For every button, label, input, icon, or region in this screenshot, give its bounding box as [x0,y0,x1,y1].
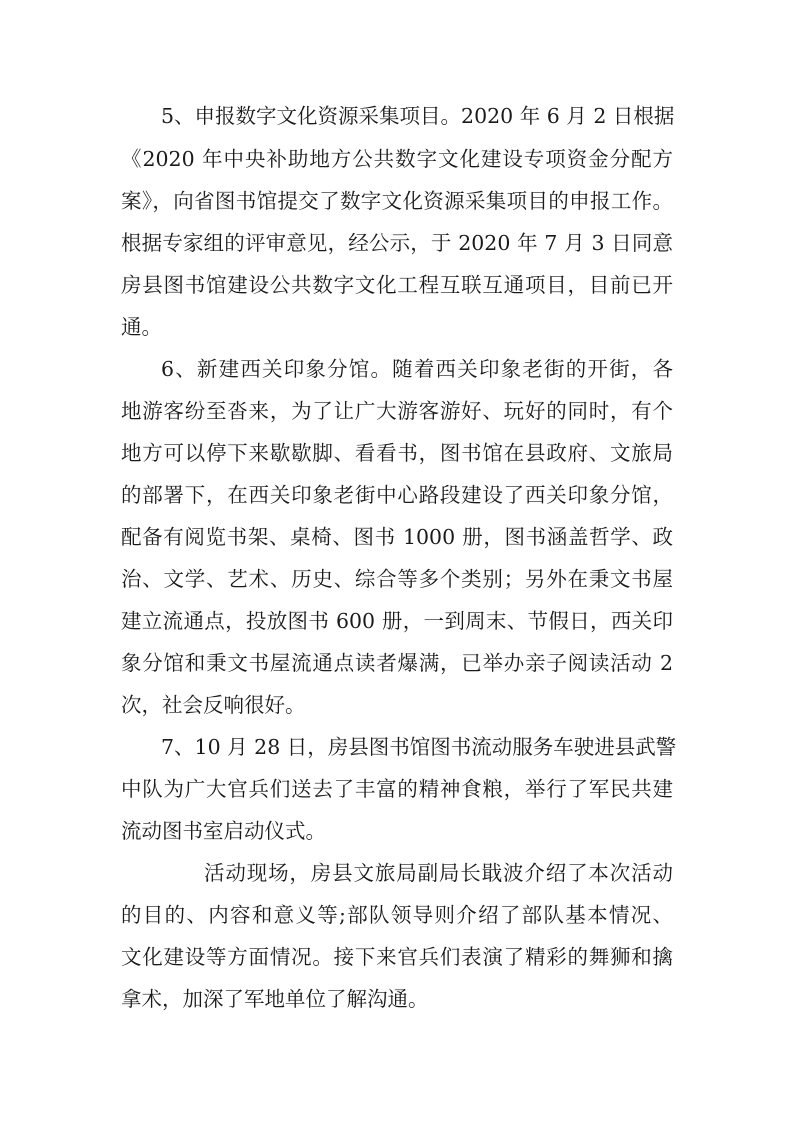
paragraph-6-line-3: 地方可以停下来歇歇脚、看看书，图书馆在县政府、文旅局 [121,441,673,465]
paragraph-7-line-1: 7、10 月 28 日，房县图书馆图书流动服务车驶进县武警 [161,735,677,759]
paragraph-5-line-3: 案》，向省图书馆提交了数字文化资源采集项目的申报工作。 [121,189,673,213]
paragraph-6-line-9: 次，社会反响很好。 [121,693,306,717]
paragraph-7-line-2: 中队为广大官兵们送去了丰富的精神食粮，举行了军民共建 [121,777,673,801]
paragraph-8-line-2: 的目的、内容和意义等;部队领导则介绍了部队基本情况、 [121,903,673,927]
paragraph-8-line-4: 拿术，加深了军地单位了解沟通。 [121,987,429,1011]
paragraph-6-line-1: 6、新建西关印象分馆。随着西关印象老街的开街，各 [161,357,673,381]
paragraph-6-line-2: 地游客纷至沓来，为了让广大游客游好、玩好的同时，有个 [121,399,673,423]
paragraph-6-line-5: 配备有阅览书架、桌椅、图书 1000 册，图书涵盖哲学、政 [121,525,673,549]
paragraph-5-line-1: 5、申报数字文化资源采集项目。2020 年 6 月 2 日根据 [161,104,675,128]
paragraph-5-line-4: 根据专家组的评审意见，经公示，于 2020 年 7 月 3 日同意 [121,231,673,255]
paragraph-5-line-6: 通。 [121,315,162,339]
paragraph-5-line-5: 房县图书馆建设公共数字文化工程互联互通项目，目前已开 [121,273,673,297]
paragraph-6-line-6: 治、文学、艺术、历史、综合等多个类别；另外在秉文书屋 [121,567,673,591]
paragraph-8-line-1: 活动现场，房县文旅局副局长戢波介绍了本次活动 [204,861,673,885]
paragraph-7-line-3: 流动图书室启动仪式。 [121,819,326,843]
paragraph-6-line-8: 象分馆和秉文书屋流通点读者爆满，已举办亲子阅读活动 2 [121,651,673,675]
paragraph-8-line-3: 文化建设等方面情况。接下来官兵们表演了精彩的舞狮和擒 [121,945,673,969]
paragraph-6-line-4: 的部署下，在西关印象老街中心路段建设了西关印象分馆， [121,483,673,507]
paragraph-6-line-7: 建立流通点，投放图书 600 册，一到周末、节假日，西关印 [121,609,673,633]
paragraph-5-line-2: 《2020 年中央补助地方公共数字文化建设专项资金分配方 [121,147,673,171]
